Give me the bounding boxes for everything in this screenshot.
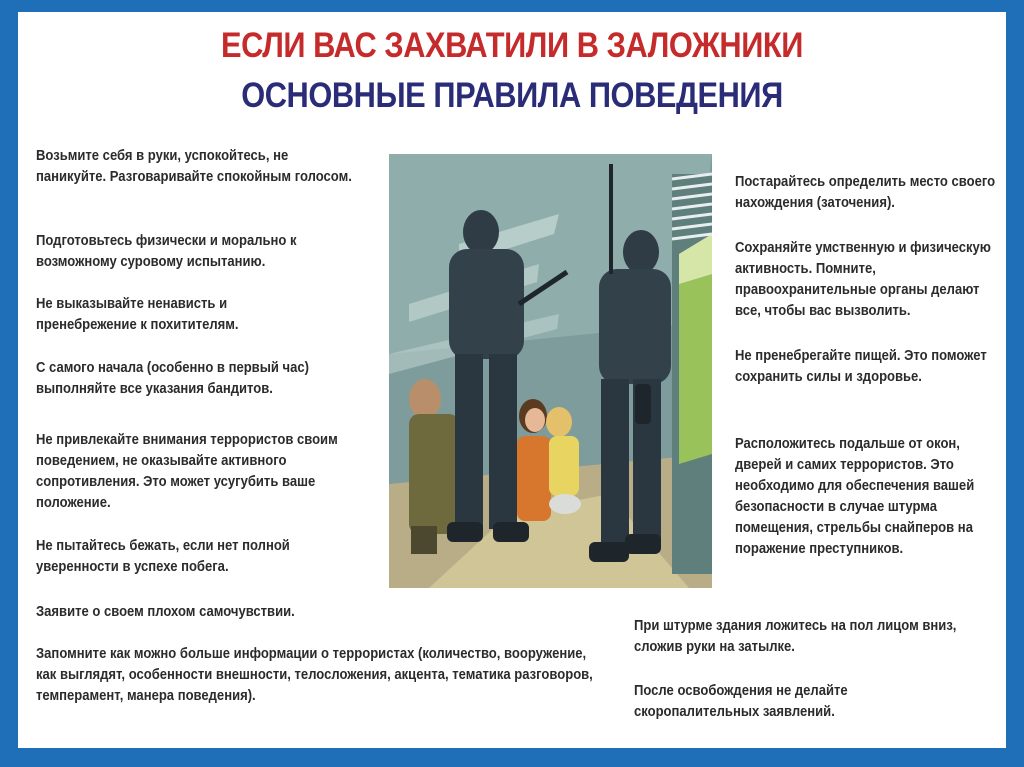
poster-subtitle: ОСНОВНЫЕ ПРАВИЛА ПОВЕДЕНИЯ — [241, 76, 783, 115]
hostage-scene-illustration — [389, 154, 712, 588]
rule-left-2: Подготовьтесь физически и морально к возможному суровому испытанию. — [36, 233, 297, 270]
rule-right-3: Не пренебрегайте пищей. Это поможет сохранить силы и здоровье. — [735, 348, 987, 385]
rule-right-2: Сохраняйте умственную и физическую активность. Помните, правоохранительные органы делают все, чтобы вас вызволить. — [735, 240, 991, 319]
rule-left-8: Запомните как можно больше информации о террористах (количество, вооружение, как выглядят, особенности внешности, телосложения, акцента, тематика разговоров, темперамент, манера поведения). — [36, 646, 593, 704]
rule-right-1: Постарайтесь определить место своего нахождения (заточения). — [735, 174, 996, 211]
rule-left-3: Не выказывайте ненависть и пренебрежение к похитителям. — [36, 296, 239, 333]
rule-left-7: Заявите о своем плохом самочувствии. — [36, 604, 295, 620]
rule-left-6: Не пытайтесь бежать, если нет полной уверенности в успехе побега. — [36, 538, 290, 575]
poster — [18, 12, 1006, 748]
poster-title: ЕСЛИ ВАС ЗАХВАТИЛИ В ЗАЛОЖНИКИ — [221, 26, 803, 65]
rule-bottom-2: После освобождения не делайте скоропалительных заявлений. — [634, 683, 848, 720]
rule-left-4: С самого начала (особенно в первый час) выполняйте все указания бандитов. — [36, 360, 309, 397]
rule-left-5: Не привлекайте внимания террористов своим поведением, не оказывайте активного сопротивления. Это может усугубить ваше положение. — [36, 432, 338, 511]
rule-bottom-1: При штурме здания ложитесь на пол лицом вниз, сложив руки на затылке. — [634, 618, 957, 655]
rule-right-4: Расположитесь подальше от окон, дверей и самих террористов. Это необходимо для обеспечения вашей безопасности в случае штурма помещения, стрельбы снайперов на поражение преступников. — [735, 436, 975, 557]
rule-left-1: Возьмите себя в руки, успокойтесь, не паникуйте. Разговаривайте спокойным голосом. — [36, 148, 352, 185]
